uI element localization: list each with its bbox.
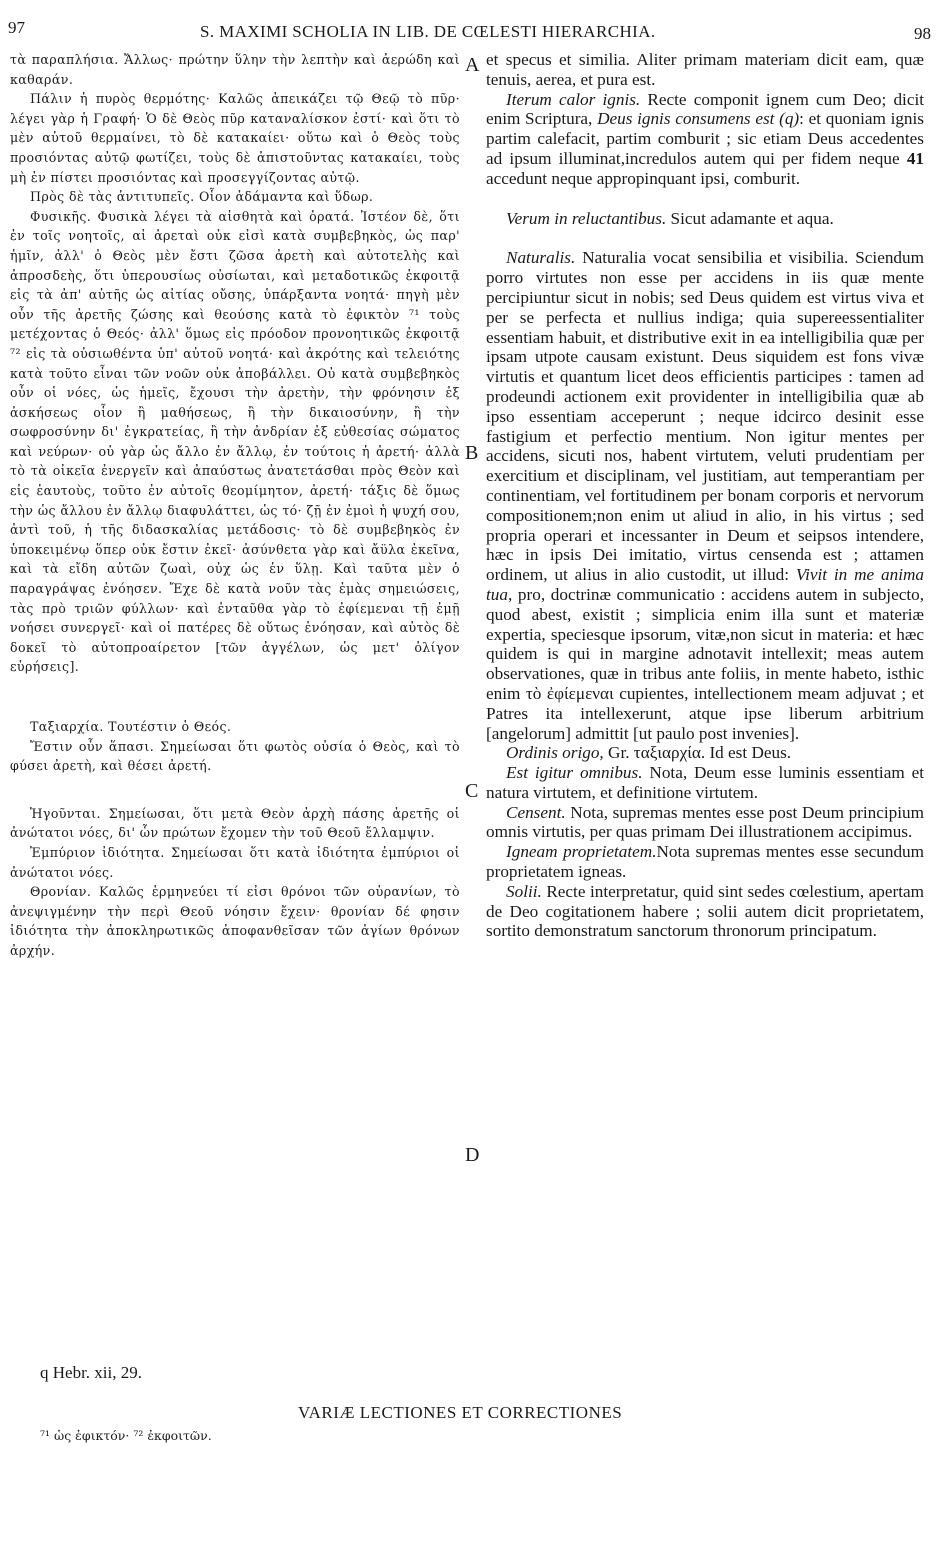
variae-lectiones-heading: VARIÆ LECTIONES ET CORRECTIONES [298, 1403, 623, 1422]
lemma: Iterum calor ignis. [506, 89, 641, 109]
latin-paragraph [486, 882, 924, 941]
lemma: Est igitur omnibus. [506, 763, 643, 783]
latin-text: : et quoniam ignis partim calefacit, partim comburit ; sic etiam Deus accedentes ad ipsum illuminat,incredulos autem qui per fidem neque [486, 109, 924, 168]
latin-text: Recte interpretatur, quid sint sedes cœlestium, apertam de Deo cogitationem habere ; solii autem dicit proprietatem, sortito demonstratum sanctorum thronorum principatum. [486, 881, 924, 941]
latin-paragraph [486, 743, 924, 763]
latin-paragraph [486, 763, 924, 803]
running-title: S. MAXIMI SCHOLIA IN LIB. DE CŒLESTI HIERARCHIA. [200, 22, 656, 41]
greek-paragraph: Πάλιν ἡ πυρὸς θερμότης· Καλῶς ἀπεικάζει τῷ Θεῷ τὸ πῦρ· λέγει γὰρ ἡ Γραφή· Ὁ δὲ Θεὸς πῦρ καταναλίσκον ἐστί· καὶ ὅτι τὸ μὲν αὐτοῦ θερμαίνει, τὸ δὲ κατακαίει· οὕτω καὶ ὁ Θεὸς τοὺς προσιόντας αὐτῷ φωτίζει, τοὺς δὲ ἀπιστοῦντας κατακαίει, τοὺς μὴ ἐν πίστει προσιόντας καὶ προσεγγίζοντας αὐτῷ. [10, 91, 460, 185]
latin-text: cupientes, intellectionem meam adjuvat ; et Patres ita intellexerunt, atque ipse liberum arbitrium [angelorum] admittit [ut paulo post invenies]. [486, 683, 924, 743]
column-number: 41 [906, 148, 924, 168]
margin-marker-b: B [465, 442, 479, 464]
greek-paragraph: Ἡγοῦνται. Σημείωσαι, ὅτι μετὰ Θεὸν ἀρχὴ πάσης ἀρετῆς οἱ ἀνώτατοι νόες, δι' ὧν πρώτων ἔχομεν τὴν τοῦ Θεοῦ ἔλλαμψιν. [10, 805, 460, 841]
greek-inline: τὸ ἐφίεμεναι [525, 683, 614, 703]
lemma: Ordinis origo, [506, 743, 604, 763]
greek-paragraph: Ταξιαρχία. Τουτέστιν ὁ Θεός. [30, 719, 232, 734]
margin-marker-d: D [465, 1144, 480, 1166]
lemma: Censent. [506, 802, 566, 822]
greek-paragraph: Φυσικῆς. Φυσικὰ λέγει τὰ αἰσθητὰ καὶ ὁρατά. Ἰστέον δὲ, ὅτι ἐν τοῖς νοητοῖς, αἱ ἀρεταὶ οὐκ εἰσὶ κατὰ συμβεβηκὸς, ὡς παρ' ἡμῖν, ἀλλ' ὁ Θεὸς μὲν ἔστι ζῶσα ἀρετὴ καὶ αὐτοτελὴς καὶ ἀπροσδεὴς, ὅτι ὑπερουσίως οὐσίωται, καὶ μεταδοτικῶς ἐκφοιτᾷ εἰς τὰ ἀπ' αὐτῆς ὡς αἰτίας οὔσης, ὑπάρξαντα νοητά· πηγὴ μὲν οὖν τῆς ἀρετῆς ζώσης καὶ θεούσης κατὰ τὸ ἐφικτὸν ⁷¹ τοὺς μετέχοντας ὁ Θεός· ἀλλ' ὅμως εἰς πρόοδον προνοητικῶς ἐκφοιτᾷ ⁷² εἰς τὰ οὐσιωθέντα ὑπ' αὐτοῦ νοητά· καὶ ἀκρότης καὶ τελειότης κατὰ τοῦτο εἶναι τῶν νοῶν οὐκ ἀποβάλλει. Οὐ κατὰ συμβεβηκὸς οὖν οἱ νόες, ὡς ἡμεῖς, ἔχουσι τὴν ἀρετὴν, τὴν φρόνησιν ἐξ ἀσκήσεως οἷον ἢ μαθήσεως, ἢ τὴν δικαιοσύνην, ἢ τὴν σωφροσύνην δι' ἐγκρατείας, ἢ τὴν ἀνδρίαν ἐξ εὐθεσίας σώματος καὶ νεύρων· οὐ γὰρ ὡς ἄλλο ἐν ἄλλῳ, ἐν τούτοις ἡ ἀρετή· ἀλλὰ τὸ τὰ οἰκεῖα ἐνεργεῖν καὶ ἀπαύστως ἀνατετάσθαι πρὸς Θεὸν καὶ εἰς ἑαυτοὺς, τοῦτο ἐν αὐτοῖς θεομίμητον, ἀρετή· τάξις δὲ ὅμως τὴν ὡς ἄλλου ἐν ἄλλῳ διαφυλάττει, ὡς τό· ζῇ ἐν ἐμοὶ ἡ ψυχή σου, ἀντὶ τοῦ, ἡ τῆς διδασκαλίας μετάδοσις· τὸ δὲ συμβεβηκὸς ἐν ὑποκειμένῳ ὅπερ οὐκ ἔστιν ἐκεῖ· ἀσύνθετα γὰρ καὶ ἄϋλα ἐκεῖνα, καὶ τὰ εἴδη αὐτῶν ζωαὶ, οὐχ ὡς ἐν ὕλῃ. Καὶ ταῦτα μὲν ὁ παραγράψας ἐνόησεν. Ἔχε δὲ κατὰ νοῦν τὰς ἐμὰς σημειώσεις, τὰς πρὸ τριῶν φύλλων· καὶ ἐνταῦθα γὰρ τὸ ἐφίεμεναι τῇ ἐμῇ νοήσει συνεργεῖ· καὶ οἱ πατέρες δὲ οὕτως ἐνόησαν, καὶ αὐτὸς δὲ δοκεῖ τὸ αὐτοπροαίρετον [τῶν ἀγγέλων, ὡς μετ' ὀλίγον εὑρήσεις]. [10, 208, 460, 675]
latin-text: Nota, supremas mentes esse post Deum principium omnis virtutis, per quas primam Dei illustrationem accipimus. [486, 802, 924, 842]
latin-paragraph [486, 50, 924, 90]
scripture-quote: Deus ignis consumens est (q) [597, 109, 800, 129]
latin-text: Nota supremas mentes esse secundum proprietatem igneas. [486, 842, 924, 882]
margin-marker-a: A [465, 54, 480, 76]
latin-text: et specus et similia. Aliter primam materiam dicit eam, quæ tenuis, aerea, et pura est. [486, 50, 924, 89]
latin-text: Naturalia vocat sensibilia et visibilia. Sciendum porro virtutes non esse per accidens in iis quæ mente percipiuntur sicut in nobis; sed Deus quidem est virtus viva et per se perfecta et nullius indiga; quia supereessentialiter essentiam habuit, et distributive exit in ea intelligibilia quæ per ipsam utpote causam existunt. Deus siquidem est fons vivæ virtutis et quantum licet deos efficientis participes : tamen ad prodeundi actionem exit providenter in intelligibilia quæ ab ipso essentiam acceperunt ; neque idcirco desinit esse fastigium et perfectio mentium. Non igitur mentes per accidens, sicuti nos, habent virtutem, veluti prudentiam per exercitium et disciplinam, vel justitiam, aut temperantiam per continentiam, vel fortitudinem per bonam corporis et nervorum compositionem;non enim ut aliud in alio, in his virtus ; sed propria operari et incessanter in Deum et seipsos intendere, hæc in ipsis Dei imitatio, virtus censenda est ; attamen ordinem, ut alius in alio custodit, ut illud: [486, 248, 924, 585]
latin-text: , pro, doctrinæ communicatio : accidens autem in subjecto, quod abest, existit ; simplicia enim illa sunt et materiæ expertia, speciesque ipsorum, vitæ,non sicut in materia: et hæc quidem is qui in margine adnotavit intellexit; meas autem observationes, quæ in tribus ante foliis, in mente habeto, isthic enim [486, 584, 924, 703]
lemma: Solii. [506, 881, 542, 901]
greek-paragraph: Ἐμπύριον ἰδιότητα. Σημείωσαι ὅτι κατὰ ἰδιότητα ἐμπύριοι οἱ ἀνώτατοι νόες. [10, 844, 460, 880]
latin-paragraph [486, 842, 924, 882]
latin-text: Gr. ταξιαρχία. Id est Deus. [603, 743, 792, 763]
latin-text: Nota, Deum esse luminis essentiam et natura virtutem, et definitione virtutem. [486, 763, 924, 802]
latin-text: Sicut adamante et aqua. [666, 208, 834, 228]
greek-paragraph: Πρὸς δὲ τὰς ἀντιτυπεῖς. Οἷον ἀδάμαντα καὶ ὕδωρ. [30, 189, 374, 205]
latin-paragraph [486, 90, 924, 189]
page-number-right: 98 [914, 24, 931, 43]
greek-column [10, 50, 460, 961]
latin-column [486, 50, 924, 941]
latin-text: Recte componit ignem cum Deo; dicit enim Scriptura, [486, 89, 924, 129]
latin-paragraph [486, 248, 924, 743]
footnote: q Hebr. xii, 29. [40, 1363, 142, 1382]
latin-paragraph [486, 803, 924, 843]
greek-paragraph: Ἔστιν οὖν ἅπασι. Σημείωσαι ὅτι φωτὸς οὐσία ὁ Θεὸς, καὶ τὸ φύσει ἀρετὴ, καὶ θέσει ἀρετή. [10, 738, 460, 774]
greek-paragraph: Θρονίαν. Καλῶς ἑρμηνεύει τί εἰσι θρόνοι τῶν οὐρανίων, τὸ ἀνεψιγμένην τὴν περὶ Θεοῦ νόησιν ἔχειν· θρονίαν δέ φησιν ἰδιότητα τὴν ἀποκληρωτικῶς ἀποφανθεῖσαν τῶν ἁγίων θρόνων ἀρχήν. [10, 884, 460, 958]
lemma: Verum in reluctantibus. [506, 208, 667, 228]
page-header [0, 18, 949, 48]
lemma: Naturalis. [506, 248, 576, 268]
page-number-left: 97 [8, 18, 25, 37]
latin-text: accedunt neque appropinquant ipsi, comburit. [486, 168, 801, 188]
latin-paragraph [486, 209, 924, 229]
scripture-quote: Vivit in me anima tua [486, 565, 924, 604]
margin-marker-c: C [465, 780, 479, 802]
lemma: Igneam proprietatem. [506, 842, 657, 862]
variae-lectiones-notes: ⁷¹ ὡς ἐφικτόν· ⁷² ἐκφοιτῶν. [40, 1428, 212, 1443]
greek-paragraph: τὰ παραπλήσια. Ἄλλως· πρώτην ὕλην τὴν λεπτὴν καὶ ἀερώδη καὶ καθαράν. [10, 52, 460, 87]
